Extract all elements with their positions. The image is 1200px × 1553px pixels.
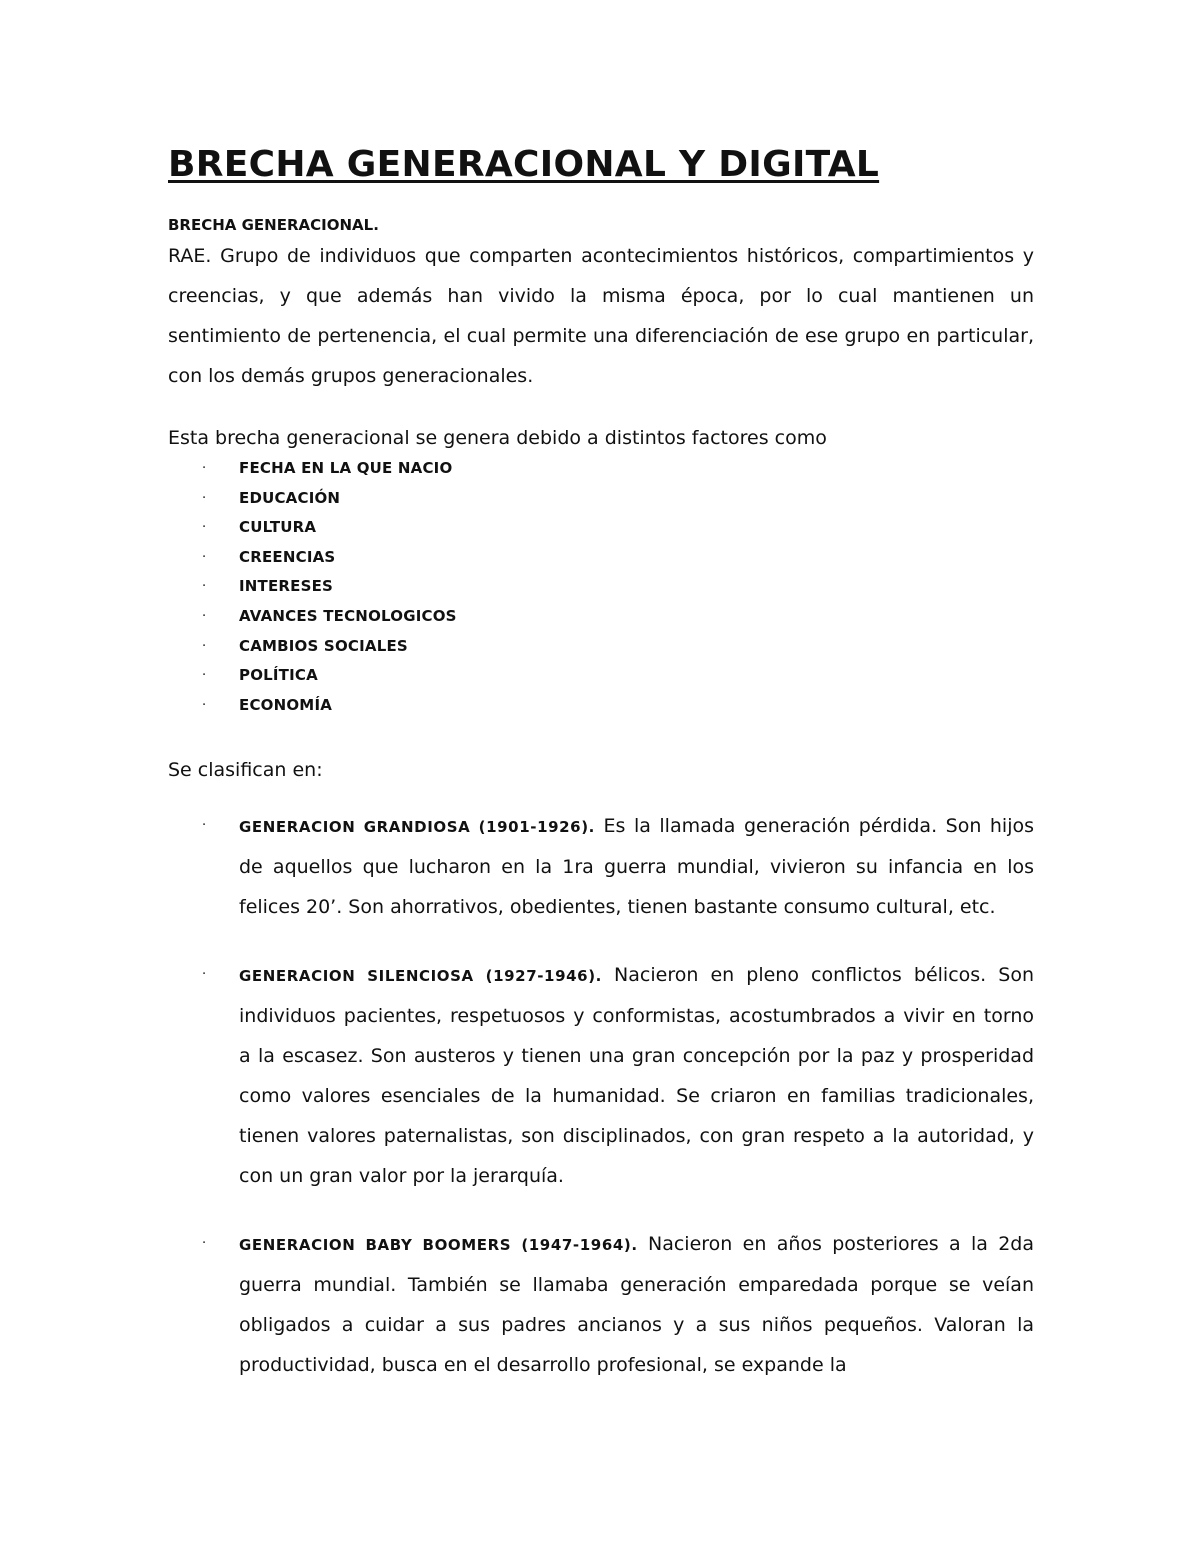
generation-description: Es la llamada generación pérdida. Son hijos de aquellos que lucharon en la 1ra guerra mundial, vivieron su infancia en los felices 20’. Son ahorrativos, obedientes, tienen bastante consumo cultural, etc.: [239, 815, 1035, 919]
bullet-icon: ·: [202, 520, 207, 536]
bullet-icon: ·: [202, 608, 207, 624]
factor-label: ECONOMÍA: [239, 695, 333, 714]
bullet-icon: ·: [202, 697, 207, 713]
document-page: [168, 142, 1034, 1413]
definition-paragraph: RAE. Grupo de individuos que comparten acontecimientos históricos, compartimientos y creencias, y que además han vivido la misma época, por lo cual mantienen un sentimiento de pertenencia, el cual permite una diferenciación de ese grupo en particular, con los demás grupos generacionales.: [168, 245, 1034, 387]
factor-label: POLÍTICA: [239, 666, 318, 685]
generation-item: [168, 806, 1034, 927]
generation-name: GENERACION BABY BOOMERS (1947-1964).: [239, 1236, 638, 1255]
generation-item: [168, 1224, 1034, 1385]
generation-name: GENERACION SILENCIOSA (1927-1946).: [239, 967, 602, 986]
bullet-icon: ·: [202, 668, 207, 684]
bullet-icon: ·: [202, 549, 207, 565]
factor-item: [168, 543, 1034, 573]
document-title: BRECHA GENERACIONAL Y DIGITAL: [168, 144, 880, 185]
bullet-icon: ·: [202, 638, 207, 654]
factor-label: CULTURA: [239, 518, 317, 537]
factor-item: [168, 484, 1034, 514]
bullet-icon: ·: [202, 1236, 207, 1252]
factor-item: [168, 602, 1034, 632]
factor-label: INTERESES: [239, 577, 334, 596]
bullet-icon: ·: [202, 490, 207, 506]
classification-intro: Se clasifican en:: [168, 759, 323, 782]
factors-intro: Esta brecha generacional se genera debido a distintos factores como: [168, 427, 827, 449]
factor-item: [168, 572, 1034, 602]
generation-name: GENERACION GRANDIOSA (1901-1926).: [239, 818, 595, 837]
generation-item: [168, 955, 1034, 1196]
factor-item: [168, 691, 1034, 721]
section-heading: BRECHA GENERACIONAL.: [168, 216, 379, 234]
factor-label: FECHA EN LA QUE NACIO: [239, 459, 453, 477]
factor-label: AVANCES TECNOLOGICOS: [239, 606, 457, 625]
bullet-icon: ·: [202, 967, 207, 983]
factor-item: [168, 661, 1034, 691]
factor-label: CREENCIAS: [239, 547, 336, 566]
factor-item: [168, 513, 1034, 543]
factor-item: [168, 454, 1034, 484]
bullet-icon: ·: [202, 818, 207, 834]
factor-label: CAMBIOS SOCIALES: [239, 636, 408, 655]
bullet-icon: ·: [202, 579, 207, 595]
factors-list: [168, 454, 1034, 720]
factor-item: [168, 632, 1034, 662]
factor-label: EDUCACIÓN: [239, 488, 341, 507]
bullet-icon: ·: [202, 461, 207, 476]
generation-description: Nacieron en años posteriores a la 2da guerra mundial. También se llamaba generación emparedada porque se veían obligados a cuidar a sus padres ancianos y a sus niños pequeños. Valoran la productividad, busca en el desarrollo profesional, se expande la: [239, 1233, 1034, 1377]
generations-list: [168, 806, 1034, 1385]
generation-description: Nacieron en pleno conflictos bélicos. Son individuos pacientes, respetuosos y conformistas, acostumbrados a vivir en torno a la escasez. Son austeros y tienen una gran concepción por la paz y prosperidad como valores esenciales de la humanidad. Se criaron en familias tradicionales, tienen valores paternalistas, son disciplinados, con gran respeto a la autoridad, y con un gran valor por la jerarquía.: [239, 964, 1035, 1188]
